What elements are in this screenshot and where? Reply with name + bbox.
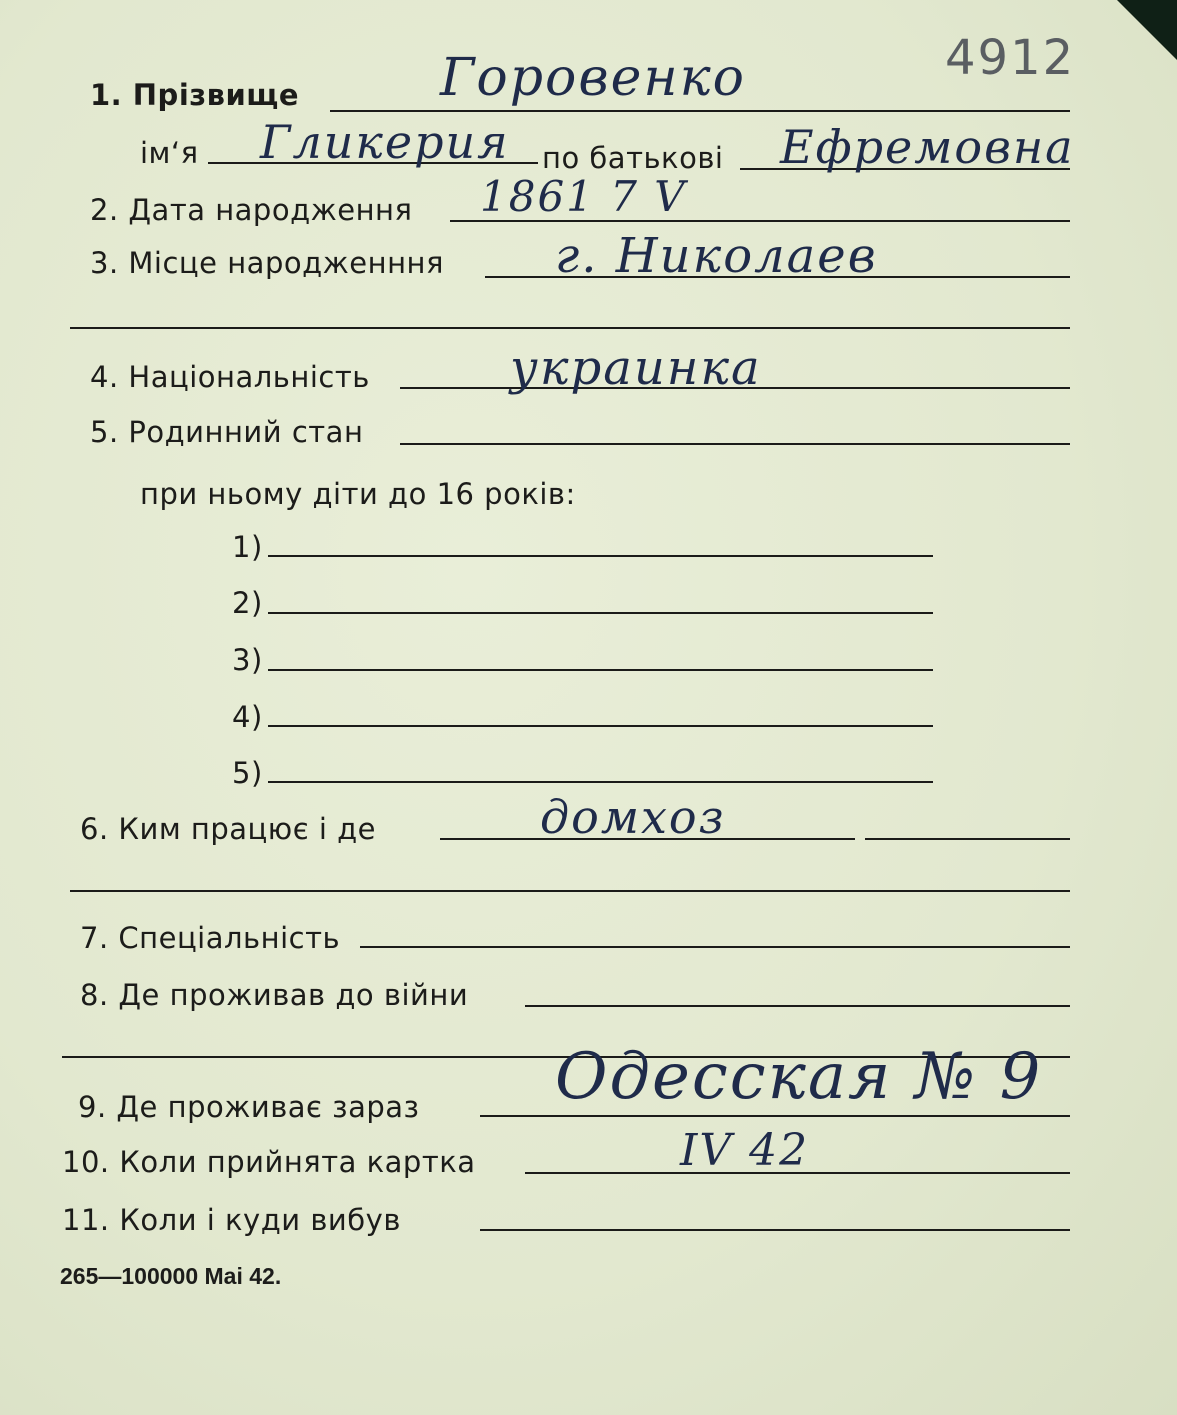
print-imprint: 265—100000 Mai 42. (60, 1263, 282, 1289)
birth-date-label: 2. Дата народження (90, 193, 413, 227)
name-value: Гликерия (260, 115, 510, 169)
child-4-label: 4) (232, 700, 263, 734)
torn-corner (1117, 0, 1177, 60)
departure-line (480, 1229, 1070, 1231)
child-5-label: 5) (232, 756, 263, 790)
work-label: 6. Ким працює і де (80, 812, 377, 846)
surname-value: Горовенко (440, 48, 746, 108)
child-3-label: 3) (232, 643, 263, 677)
child-3-line (268, 669, 933, 671)
birth-place-value: г. Николаев (555, 228, 878, 284)
specialty-line (360, 946, 1070, 948)
birth-place-label: 3. Місце народженння (90, 246, 444, 280)
birth-place-line-2 (70, 327, 1070, 329)
family-status-label: 5. Родинний стан (90, 415, 364, 449)
patronymic-label: по батькові (542, 141, 724, 175)
birth-date-value: 1861 7 V (480, 172, 687, 221)
card-accepted-label: 10. Коли прийнята картка (62, 1145, 476, 1179)
surname-line (330, 110, 1070, 112)
card-accepted-value: IV 42 (680, 1125, 810, 1176)
specialty-label: 7. Спеціальність (80, 921, 341, 955)
nationality-value: украинка (510, 340, 762, 396)
child-2-line (268, 612, 933, 614)
surname-label: 1. Прізвище (90, 78, 300, 112)
current-residence-line (480, 1115, 1070, 1117)
archive-number: 4912 (945, 30, 1076, 86)
work-line-b (865, 838, 1070, 840)
work-line-2 (70, 890, 1070, 892)
child-5-line (268, 781, 933, 783)
child-1-line (268, 555, 933, 557)
work-value: домхоз (540, 790, 726, 844)
child-2-label: 2) (232, 586, 263, 620)
nationality-label: 4. Національність (90, 360, 370, 394)
departure-label: 11. Коли і куди вибув (62, 1203, 401, 1237)
family-status-line (400, 443, 1070, 445)
prewar-residence-label: 8. Де проживав до війни (80, 978, 469, 1012)
child-4-line (268, 725, 933, 727)
current-residence-label: 9. Де проживає зараз (78, 1090, 420, 1124)
child-1-label: 1) (232, 530, 263, 564)
prewar-residence-line (525, 1005, 1070, 1007)
name-label: ім‘я (140, 136, 199, 170)
current-residence-value: Одесская № 9 (555, 1040, 1043, 1114)
children-label: при ньому діти до 16 років: (140, 477, 576, 511)
patronymic-value: Ефремовна (780, 120, 1075, 174)
